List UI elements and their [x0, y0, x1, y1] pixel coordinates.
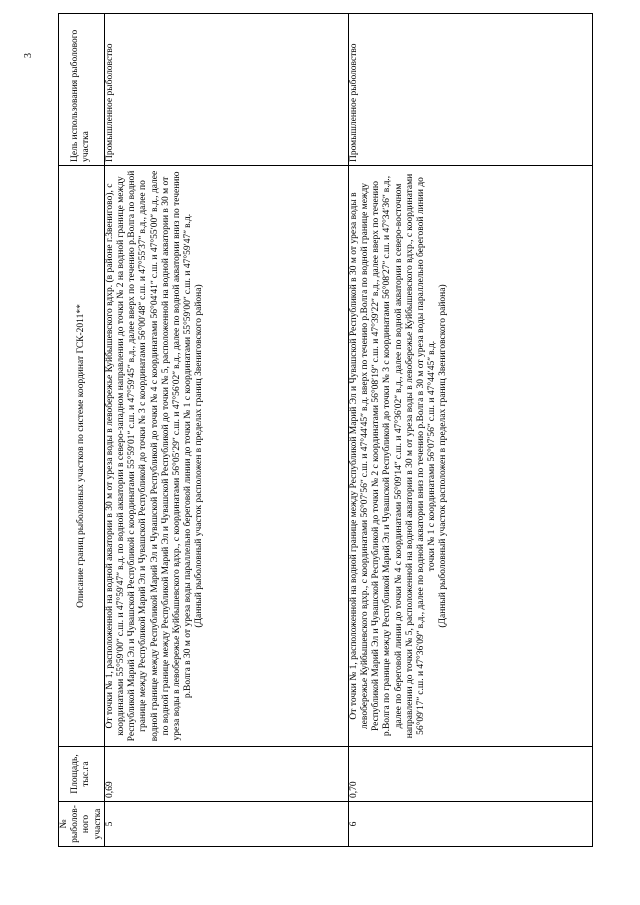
header-area-size: Площадь, тыс.га	[59, 747, 105, 802]
header-area-number: № рыболов-ного участка	[59, 802, 105, 847]
fishing-areas-table	[58, 13, 593, 847]
header-boundary-description: Описание границ рыболовных участков по системе координат ГСК-2011**	[59, 166, 105, 747]
cell-area-number: 5	[104, 802, 348, 847]
boundary-text: От точки № 1, расположенной на водной акватории в 30 м от уреза воды в левобережье Куйбышевского вдхр. (в районе г.Звенигово), с координатами 55°59ʹ00ʺ с.ш. и 47°59ʹ47ʺ в.д. по водной акватории в северо-западном направлении до точки № 2 на водной границе между Республикой Марий Эл и Чувашской Республикой с координатами 55°59ʹ01ʺ с.ш. и 47°59ʹ45ʺ в.д., далее вверх по течению р.Волга по водной границе между Республикой Марий Эл и Чувашской Республикой до точки № 3 с координатами 56°00ʹ48ʺ с.ш. и 47°55ʹ37ʺ в.д., далее по водной границе между Республикой Марий Эл и Чувашской Республикой до точки № 4 с координатами 56°04ʹ41ʺ с.ш. и 47°55ʹ00ʺ в.д., далее по водной границе между Республикой Марий Эл и Чувашской Республикой до точки № 5, расположенной на водной акватории в 30 м от уреза воды в левобережье Куйбышевского вдхр., с координатами 56°05ʹ29ʺ с.ш. и 47°56ʹ02ʺ в.д., далее по водной акватории вниз по течению р.Волга в 30 м от уреза воды параллельно береговой линии до точки № 1 с координатами 55°59ʹ00ʺ с.ш. и 47°59ʹ47ʺ в.д.	[104, 170, 194, 742]
table-row	[104, 14, 348, 847]
cell-area-number: 6	[348, 802, 592, 847]
table-row	[348, 14, 592, 847]
table-header-row	[59, 14, 105, 847]
cell-boundary-description	[104, 166, 348, 747]
district-note: (Данный рыболовный участок расположен в пределах границ Звениговского района)	[438, 284, 449, 628]
cell-boundary-description	[348, 166, 592, 747]
cell-area-size: 0,70	[348, 747, 592, 802]
cell-usage-purpose: Промышленное рыболовство	[104, 14, 348, 166]
cell-usage-purpose: Промышленное рыболовство	[348, 14, 592, 166]
page-number: 3	[23, 53, 34, 58]
boundary-text: От точки № 1, расположенной на водной границе между Республикой Марий Эл и Чувашской Республикой в 30 м от уреза воды в левобережье Куйбышевского вдхр., с координатами 56°07ʹ56ʺ с.ш. и 47°44ʹ45ʺ в.д. вверх по течению р.Волга по водной границе между Республикой Марий Эл и Чувашской Республикой до точки № 2 с координатами 56°08ʹ19ʺ с.ш. и 47°39ʹ22ʺ в.д., далее вверх по течению р.Волга по границе между Республикой Марий Эл и Чувашской Республикой до точки № 3 с координатами 56°08ʹ27ʺ с.ш. и 47°34ʹ36ʺ в.д., далее по береговой линии до точки № 4 с координатами 56°09ʹ14ʺ с.ш. и 47°36ʹ02ʺ в.д., далее по водной акватории в северо-восточном направлении до точки № 5, расположенной на водной акватории в 30 м от уреза воды в левобережье Куйбышевского вдхр., с координатами 56°09ʹ17ʺ с.ш. и 47°36ʹ09ʺ в.д., далее по водной акватории вниз по течению р.Волга в 30 м от уреза воды параллельно береговой линии до точки № 1 с координатами 56°07ʹ56ʺ с.ш. и 47°44ʹ45ʺ в.д.	[348, 173, 438, 739]
rotated-table-wrapper	[58, 29, 588, 847]
district-note: (Данный рыболовный участок расположен в пределах границ Звениговского района)	[194, 284, 205, 628]
header-usage-purpose: Цель использования рыболового участка	[59, 14, 105, 166]
cell-area-size: 0,69	[104, 747, 348, 802]
